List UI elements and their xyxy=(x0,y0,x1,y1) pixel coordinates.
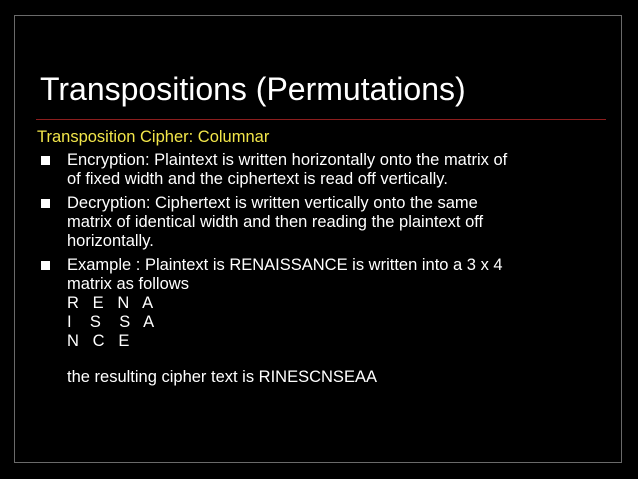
slide-subtitle: Transposition Cipher: Columnar xyxy=(37,128,270,146)
title-divider xyxy=(36,119,606,120)
bullet-text-line: matrix as follows xyxy=(67,275,189,293)
bullet-text-line: Example : Plaintext is RENAISSANCE is written into a 3 x 4 xyxy=(67,256,503,274)
matrix-row: N C E xyxy=(67,332,130,350)
blank-line xyxy=(67,351,609,368)
matrix-row: R E N A xyxy=(67,294,154,312)
bullet-encryption xyxy=(39,151,609,189)
bullet-list xyxy=(39,151,609,392)
bullet-decryption xyxy=(39,194,609,251)
bullet-text-line: horizontally. xyxy=(67,232,154,250)
bullet-text-line: Encryption: Plaintext is written horizontally onto the matrix of xyxy=(67,151,508,169)
bullet-text-line: of fixed width and the ciphertext is read off vertically. xyxy=(67,170,448,188)
bullet-text-line: matrix of identical width and then reading the plaintext off xyxy=(67,213,484,231)
square-bullet-icon xyxy=(41,199,50,208)
cipher-result-text: the resulting cipher text is RINESCNSEAA xyxy=(67,368,377,386)
slide-title: Transpositions (Permutations) xyxy=(40,71,466,107)
square-bullet-icon xyxy=(41,261,50,270)
square-bullet-icon xyxy=(41,156,50,165)
matrix-row: I S S A xyxy=(67,313,155,331)
bullet-example xyxy=(39,256,609,387)
bullet-text-line: Decryption: Ciphertext is written vertically onto the same xyxy=(67,194,478,212)
